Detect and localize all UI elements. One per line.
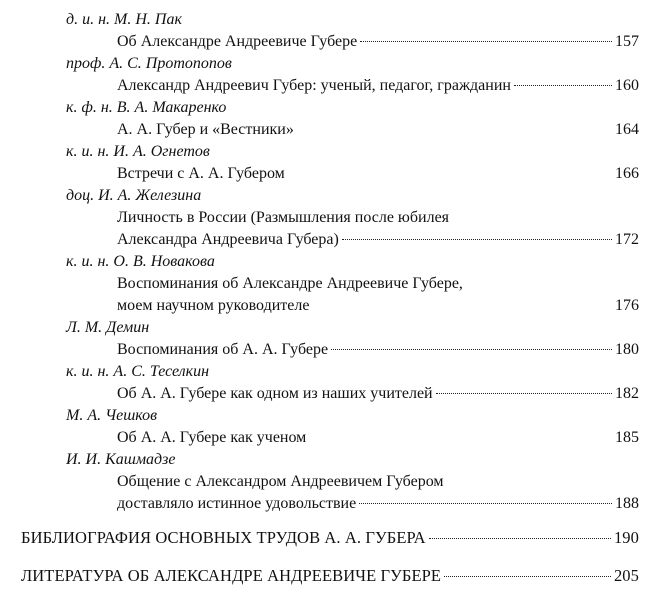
toc-author: к. и. н. И. А. Огнетов [66, 143, 210, 160]
toc-author: к. и. н. А. С. Теселкин [66, 363, 210, 380]
dot-leader [342, 239, 612, 240]
dot-leader [436, 393, 612, 394]
dot-leader [331, 349, 612, 350]
entry-title-text: доставляло истинное удовольствие [117, 495, 357, 512]
dot-leader [514, 85, 612, 86]
page-number: 205 [613, 566, 639, 585]
entry-title-text: Александр Андреевич Губер: ученый, педагог, гражданин [117, 77, 511, 94]
toc-author: доц. И. А. Железина [66, 187, 202, 204]
toc-author: И. И. Кашмадзе [66, 451, 176, 468]
toc-entry-title-line [117, 273, 639, 295]
entry-title-text: Александра Андреевича Губера) [117, 231, 339, 248]
page-number: 182 [615, 385, 639, 402]
toc-author: к. ф. н. В. А. Макаренко [66, 99, 227, 116]
dot-leader [444, 576, 611, 577]
toc-entry-title-line [117, 207, 639, 229]
entry-title-text: Об А. А. Губере как ученом [117, 429, 307, 446]
entry-title-text: Об А. А. Губере как одном из наших учителей [117, 385, 433, 402]
entry-title-text: моем научном руководителе [117, 297, 310, 314]
toc-section [21, 527, 639, 549]
page-number: 176 [615, 297, 639, 314]
toc-entry-title [117, 229, 639, 251]
section-title: БИБЛИОГРАФИЯ ОСНОВНЫХ ТРУДОВ А. А. ГУБЕРА [21, 528, 426, 547]
toc-author: д. и. н. М. Н. Пак [66, 11, 182, 28]
entry-title-text: А. А. Губер и «Вестники» [117, 121, 294, 138]
page-number: 166 [615, 165, 639, 182]
toc-author: проф. А. С. Протопопов [66, 55, 232, 72]
toc-entry-title [117, 119, 639, 141]
entry-title-text: Воспоминания об Александре Андреевиче Губере, [117, 275, 463, 292]
dot-leader [359, 503, 612, 504]
entry-title-text: Общение с Александром Андреевичем Губером [117, 473, 444, 490]
page-number: 172 [615, 231, 639, 248]
toc-entry-title [117, 493, 639, 515]
entry-title-text: Об Александре Андреевиче Губере [117, 33, 358, 50]
page-number: 185 [615, 429, 639, 446]
toc-author: Л. М. Демин [66, 319, 150, 336]
toc-entry-title-line [117, 471, 639, 493]
toc-entry-title [117, 339, 639, 361]
toc-entry-title [117, 163, 639, 185]
page-number: 157 [615, 33, 639, 50]
toc-entry-title [117, 75, 639, 97]
toc-entry-title [117, 31, 639, 53]
toc-author: к. и. н. О. В. Новакова [66, 253, 215, 270]
toc-entry-title [117, 295, 639, 317]
toc-entry-title [117, 427, 639, 449]
page-number: 190 [613, 528, 639, 547]
entry-title-text: Встречи с А. А. Губером [117, 165, 285, 182]
page-number: 180 [615, 341, 639, 358]
toc-author: М. А. Чешков [66, 407, 158, 424]
page-number: 188 [615, 495, 639, 512]
page-number: 160 [615, 77, 639, 94]
toc-entry-title [117, 383, 639, 405]
entry-title-text: Личность в России (Размышления после юбилея [117, 209, 450, 226]
section-title: ЛИТЕРАТУРА ОБ АЛЕКСАНДРЕ АНДРЕЕВИЧЕ ГУБЕРЕ [21, 566, 442, 585]
dot-leader [429, 538, 611, 539]
dot-leader [360, 41, 612, 42]
toc-section [21, 565, 639, 587]
entry-title-text: Воспоминания об А. А. Губере [117, 341, 329, 358]
page-number: 164 [615, 121, 639, 138]
